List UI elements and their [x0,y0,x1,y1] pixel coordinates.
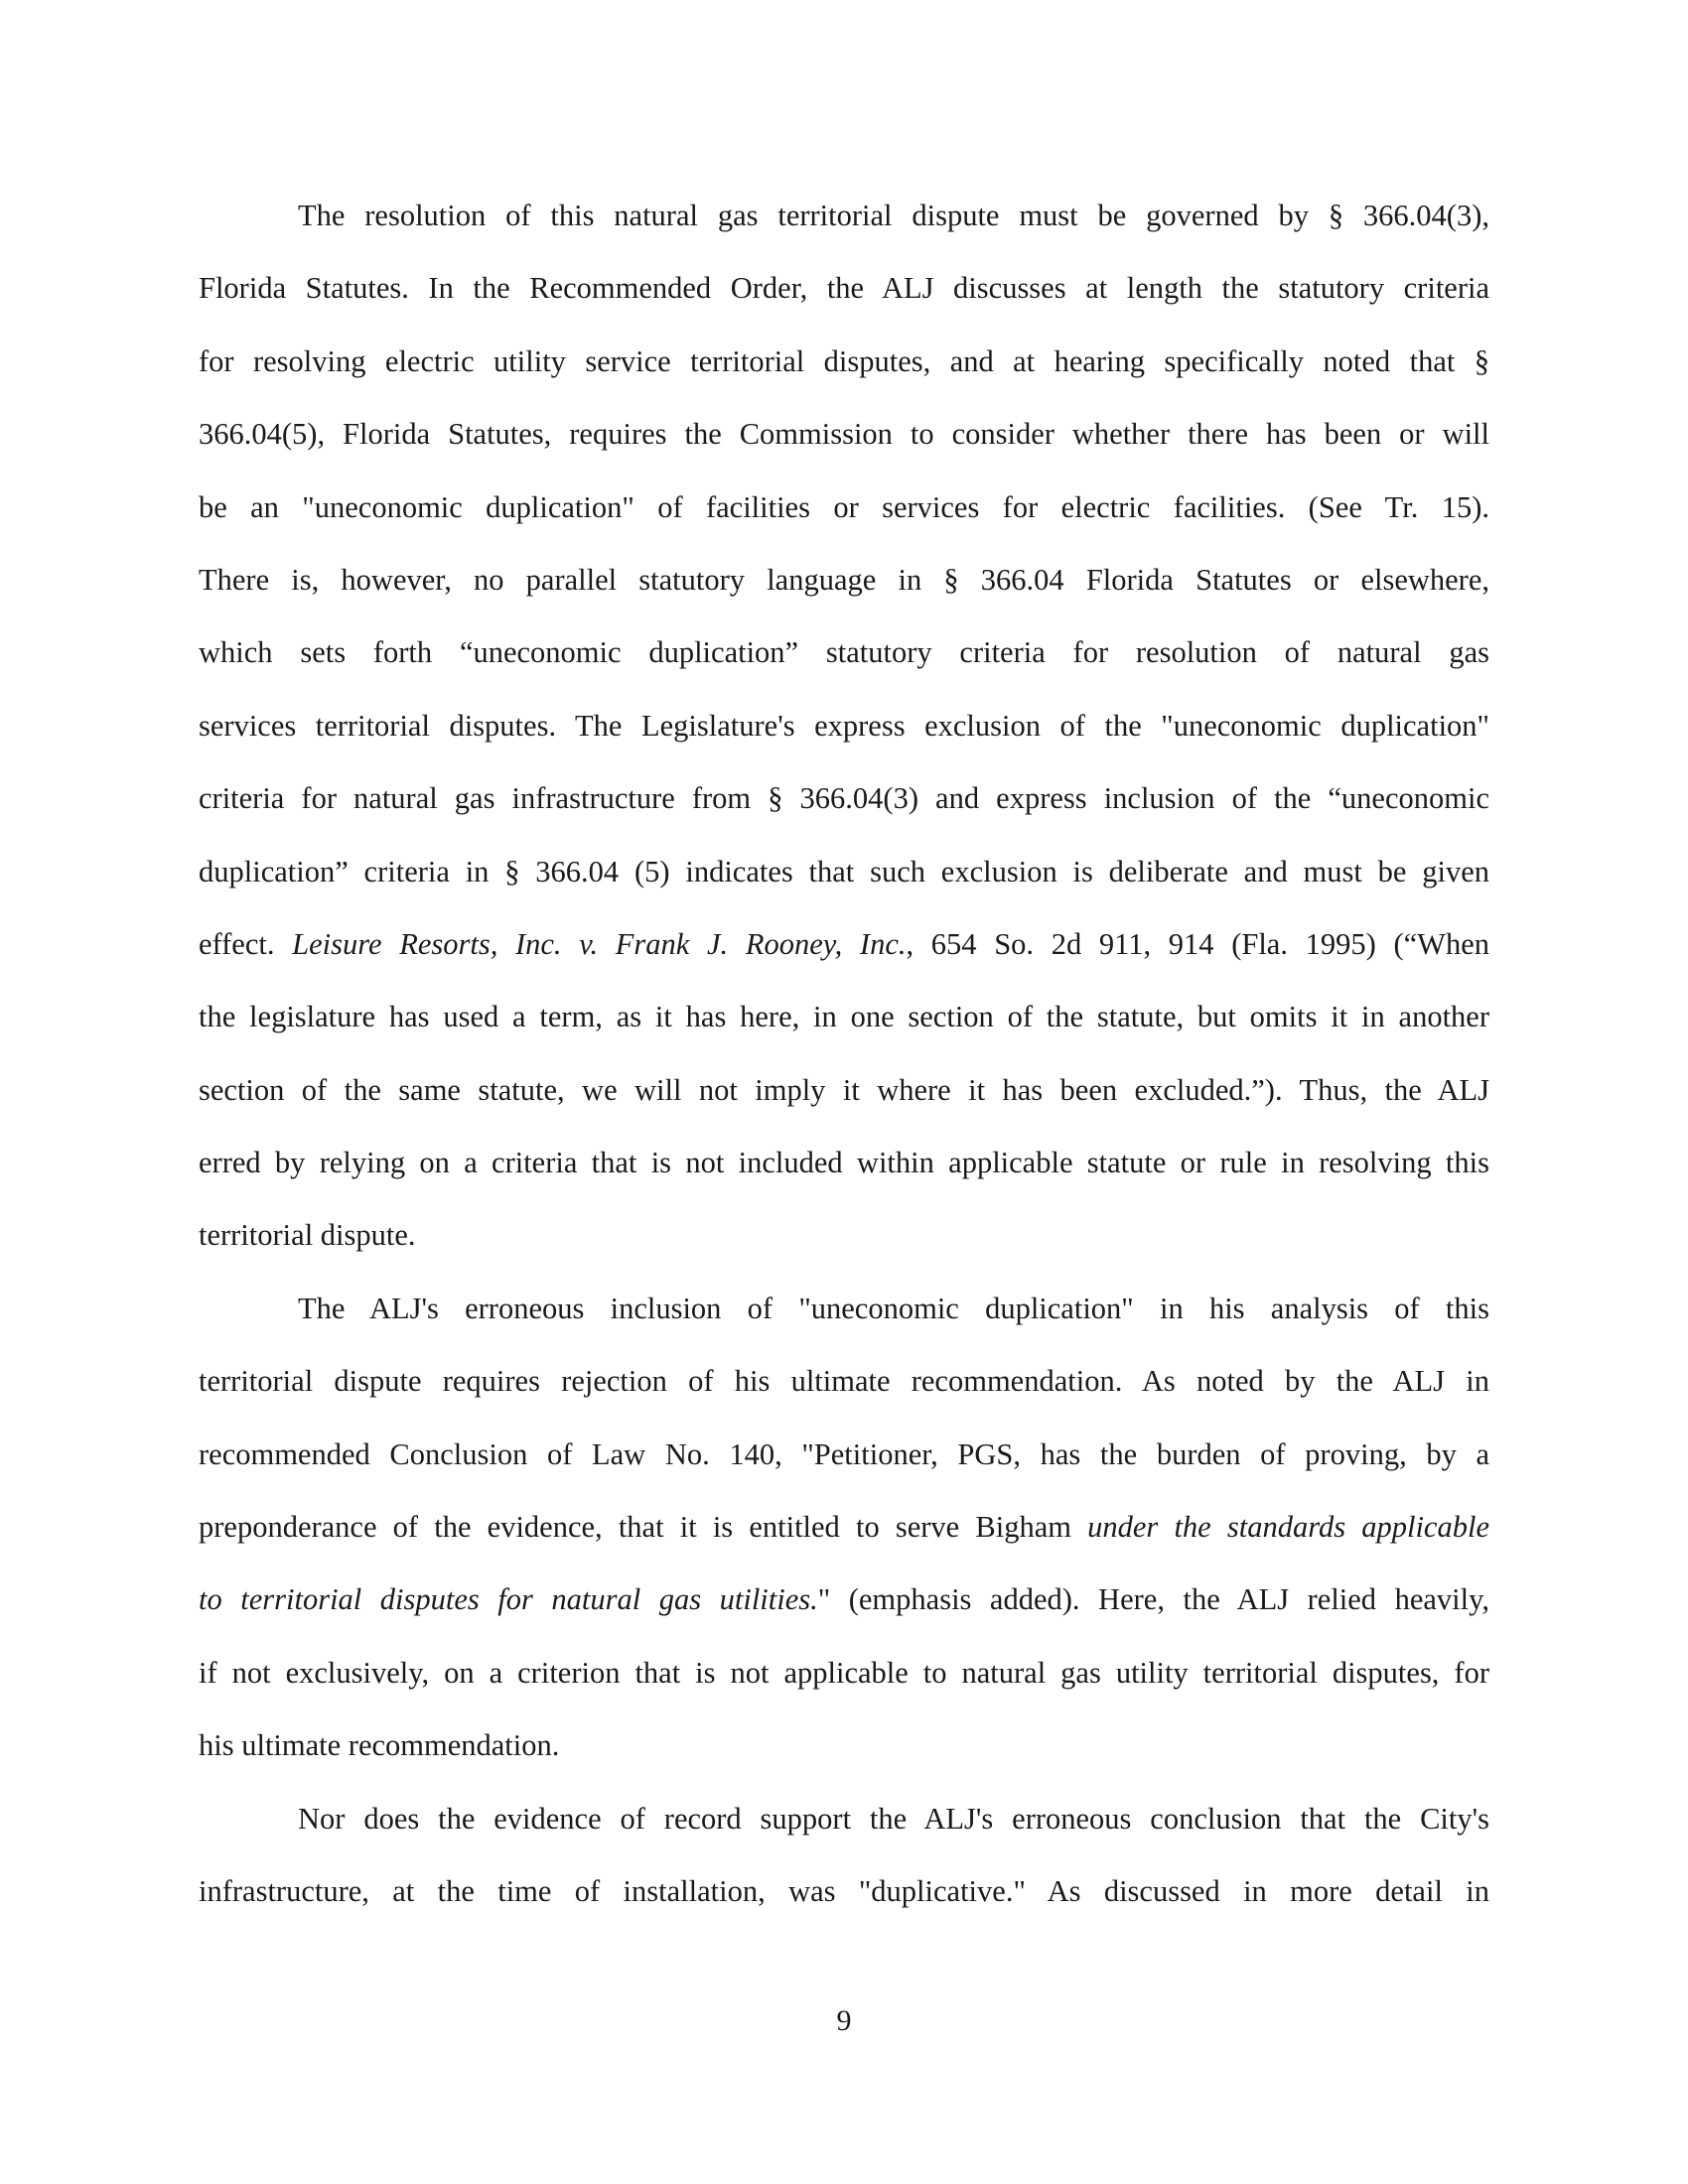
text-run: The ALJ's erroneous inclusion of "uneconomic duplication" in his analysis of this [298,1291,1489,1325]
text-line [199,1574,1489,1647]
paragraph [199,191,1489,1284]
text-line [199,1720,1489,1793]
text-run: the legislature has used a term, as it has here, in one section of the statute, but omits it in another [199,1000,1489,1034]
text-run: Nor does the evidence of record support the ALJ's erroneous conclusion that the City's [298,1801,1489,1836]
case-citation-italic: to territorial disputes for natural gas utilities. [199,1582,818,1617]
text-line [199,191,1489,263]
case-citation-italic: Leisure Resorts, Inc. v. Frank J. Rooney, Inc. [292,926,907,961]
text-line [199,919,1489,992]
text-line [199,1284,1489,1356]
text-line [199,337,1489,409]
text-run: effect. [199,926,293,961]
text-run: section of the same statute, we will not imply it where it has been excluded.”). Thus, the ALJ [199,1072,1489,1107]
text-run: preponderance of the evidence, that it is entitled to serve Bigham [199,1510,1088,1545]
text-run: erred by relying on a criteria that is not included within applicable statute or rule in resolving this [199,1146,1489,1180]
text-run: which sets forth “uneconomic duplication” statutory criteria for resolution of natural gas [199,635,1489,670]
text-line [199,847,1489,919]
text-run: infrastructure, at the time of installation, was "duplicative." As discussed in more detail in [199,1873,1489,1908]
text-line [199,263,1489,336]
text-run: territorial dispute requires rejection of his ultimate recommendation. As noted by the ALJ in [199,1364,1489,1399]
text-line [199,1502,1489,1574]
text-line [199,1356,1489,1429]
text-line [199,1138,1489,1210]
text-line [199,1430,1489,1502]
paragraph [199,1284,1489,1794]
text-run: The resolution of this natural gas territorial dispute must be governed by § 366.04(3), [298,199,1489,232]
text-run: his ultimate recommendation. [199,1728,560,1763]
document-page [199,191,1489,1939]
text-line [199,1648,1489,1720]
text-line [199,1866,1489,1939]
text-run: criteria for natural gas infrastructure from § 366.04(3) and express inclusion of the “uneconomic [199,781,1489,816]
text-run: if not exclusively, on a criterion that is not applicable to natural gas utility territorial disputes, for [199,1655,1489,1690]
text-line [199,773,1489,846]
text-line [199,701,1489,773]
text-run: for resolving electric utility service territorial disputes, and at hearing specifically noted that § [199,343,1489,378]
text-line [199,1794,1489,1866]
page-number: 9 [836,2004,852,2037]
text-run: duplication” criteria in § 366.04 (5) indicates that such exclusion is deliberate and must be given [199,854,1489,888]
text-line [199,409,1489,481]
text-run: services territorial disputes. The Legislature's express exclusion of the "uneconomic duplication" [199,708,1489,743]
text-line [199,555,1489,627]
text-line [199,992,1489,1064]
case-citation-italic: under the standards applicable [1087,1510,1489,1545]
text-run: recommended Conclusion of Law No. 140, "Petitioner, PGS, has the burden of proving, by a [199,1436,1489,1471]
text-line [199,627,1489,700]
document-body [199,191,1489,1939]
text-run: territorial dispute. [199,1218,416,1253]
text-line [199,1065,1489,1138]
paragraph [199,1794,1489,1940]
text-run: be an "uneconomic duplication" of facilities or services for electric facilities. (See Tr. 15). [199,489,1489,524]
text-run: " (emphasis added). Here, the ALJ relied heavily, [817,1582,1489,1617]
text-line [199,482,1489,555]
text-run: 366.04(5), Florida Statutes, requires the Commission to consider whether there has been or will [199,417,1489,452]
text-run: Florida Statutes. In the Recommended Order, the ALJ discusses at length the statutory criteria [199,271,1489,306]
text-run: There is, however, no parallel statutory language in § 366.04 Florida Statutes or elsewhere, [199,562,1489,597]
text-run: , 654 So. 2d 911, 914 (Fla. 1995) (“When [906,926,1489,961]
text-line [199,1210,1489,1283]
